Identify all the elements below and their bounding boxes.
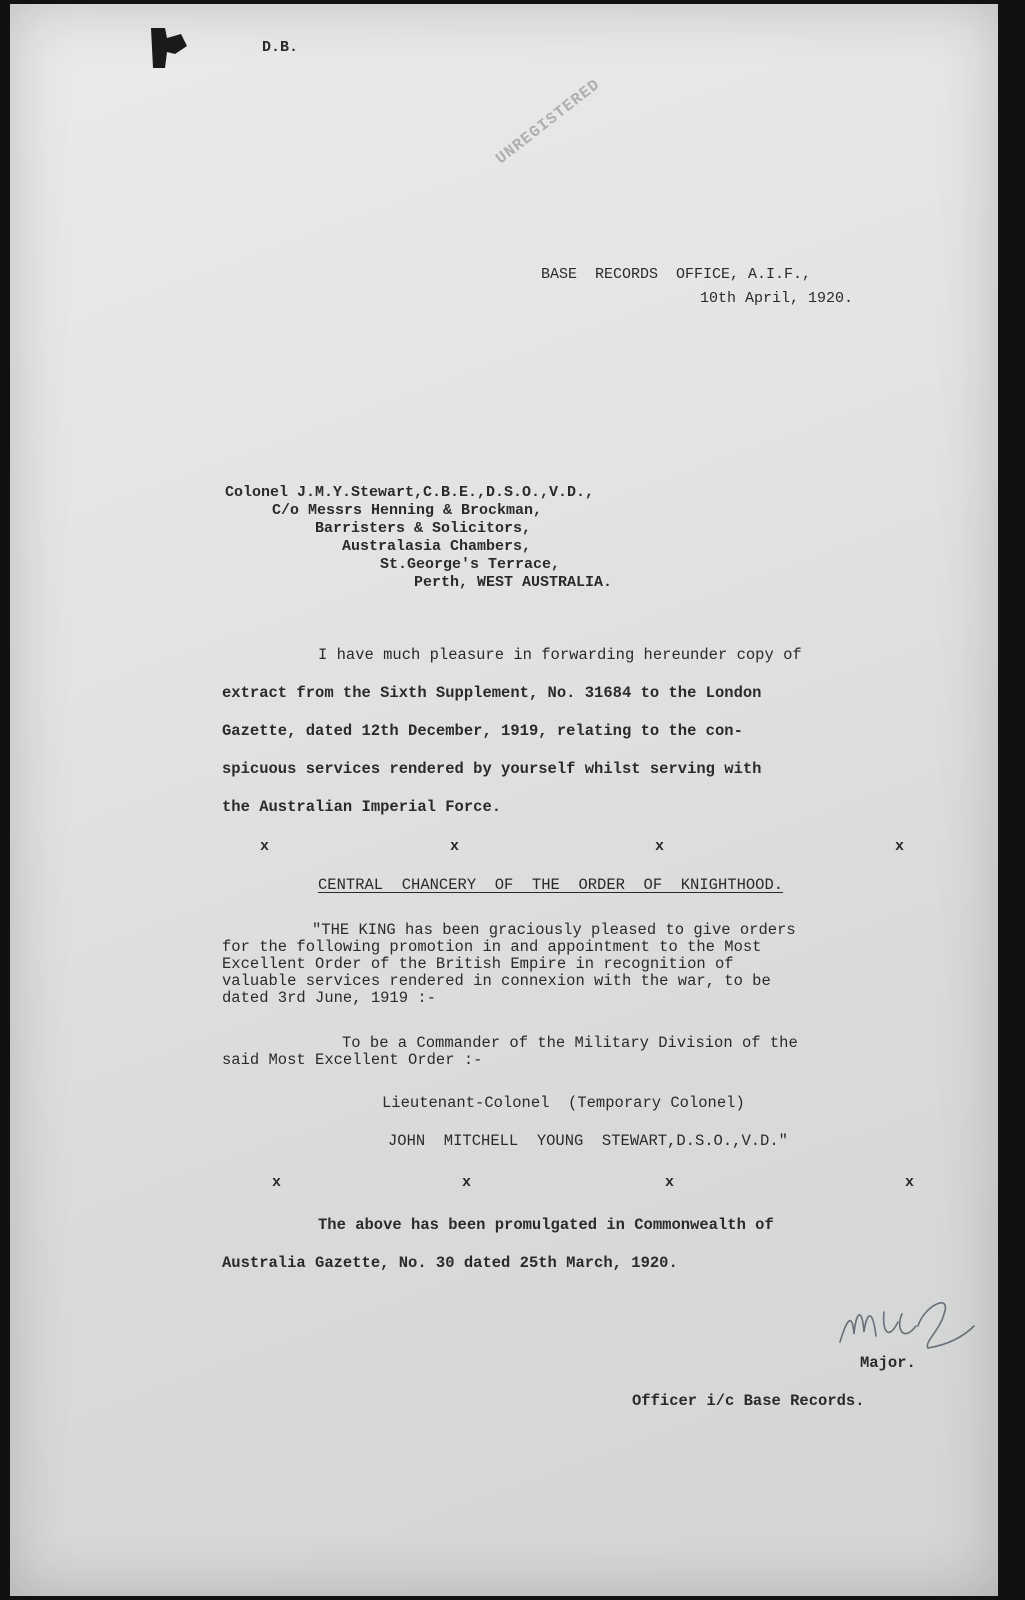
- address-line: Australasia Chambers,: [342, 538, 532, 555]
- signatory-rank: Major.: [860, 1354, 916, 1372]
- address-line: Perth, WEST AUSTRALIA.: [414, 574, 613, 591]
- separator-mark: x: [450, 838, 460, 855]
- separator-mark: x: [905, 1174, 915, 1191]
- separator-mark: x: [895, 838, 905, 855]
- commander-line: To be a Commander of the Military Division of the: [342, 1034, 798, 1052]
- paragraph-line: the Australian Imperial Force.: [222, 798, 502, 816]
- quote-line: "THE KING has been graciously pleased to give orders: [312, 921, 796, 939]
- promulgation-line: Australia Gazette, No. 30 dated 25th March, 1920.: [222, 1254, 678, 1272]
- letter-date: 10th April, 1920.: [700, 290, 854, 307]
- document-page: [10, 4, 998, 1596]
- address-line: Barristers & Solicitors,: [315, 520, 532, 537]
- paragraph-line: extract from the Sixth Supplement, No. 31684 to the London: [222, 684, 762, 702]
- address-line: C/o Messrs Henning & Brockman,: [272, 502, 543, 519]
- separator-mark: x: [655, 838, 665, 855]
- paragraph-line: Gazette, dated 12th December, 1919, relating to the con-: [222, 722, 743, 740]
- office-heading: BASE RECORDS OFFICE, A.I.F.,: [541, 266, 812, 283]
- promulgation-line: The above has been promulgated in Commonwealth of: [318, 1216, 774, 1234]
- address-line: Colonel J.M.Y.Stewart,C.B.E.,D.S.O.,V.D.,: [225, 484, 595, 501]
- separator-mark: x: [665, 1174, 675, 1191]
- quote-line: Excellent Order of the British Empire in recognition of: [222, 955, 734, 973]
- rank-line: Lieutenant-Colonel (Temporary Colonel): [382, 1094, 745, 1112]
- section-heading: CENTRAL CHANCERY OF THE ORDER OF KNIGHTHOOD.: [318, 876, 784, 894]
- rubber-stamp: UNREGISTERED: [492, 75, 604, 169]
- punch-hole-mark: [145, 24, 193, 72]
- signatory-title: Officer i/c Base Records.: [632, 1392, 865, 1410]
- paragraph-line: spicuous services rendered by yourself whilst serving with: [222, 760, 762, 778]
- separator-mark: x: [260, 838, 270, 855]
- honoree-name: JOHN MITCHELL YOUNG STEWART,D.S.O.,V.D.": [388, 1132, 788, 1150]
- quote-line: dated 3rd June, 1919 :-: [222, 989, 436, 1007]
- address-line: St.George's Terrace,: [380, 556, 561, 573]
- commander-line: said Most Excellent Order :-: [222, 1051, 483, 1069]
- quote-line: valuable services rendered in connexion with the war, to be: [222, 972, 771, 990]
- separator-mark: x: [272, 1174, 282, 1191]
- paragraph-line: I have much pleasure in forwarding hereunder copy of: [318, 646, 802, 664]
- separator-mark: x: [462, 1174, 472, 1191]
- quote-line: for the following promotion in and appointment to the Most: [222, 938, 762, 956]
- file-code: D.B.: [262, 39, 299, 56]
